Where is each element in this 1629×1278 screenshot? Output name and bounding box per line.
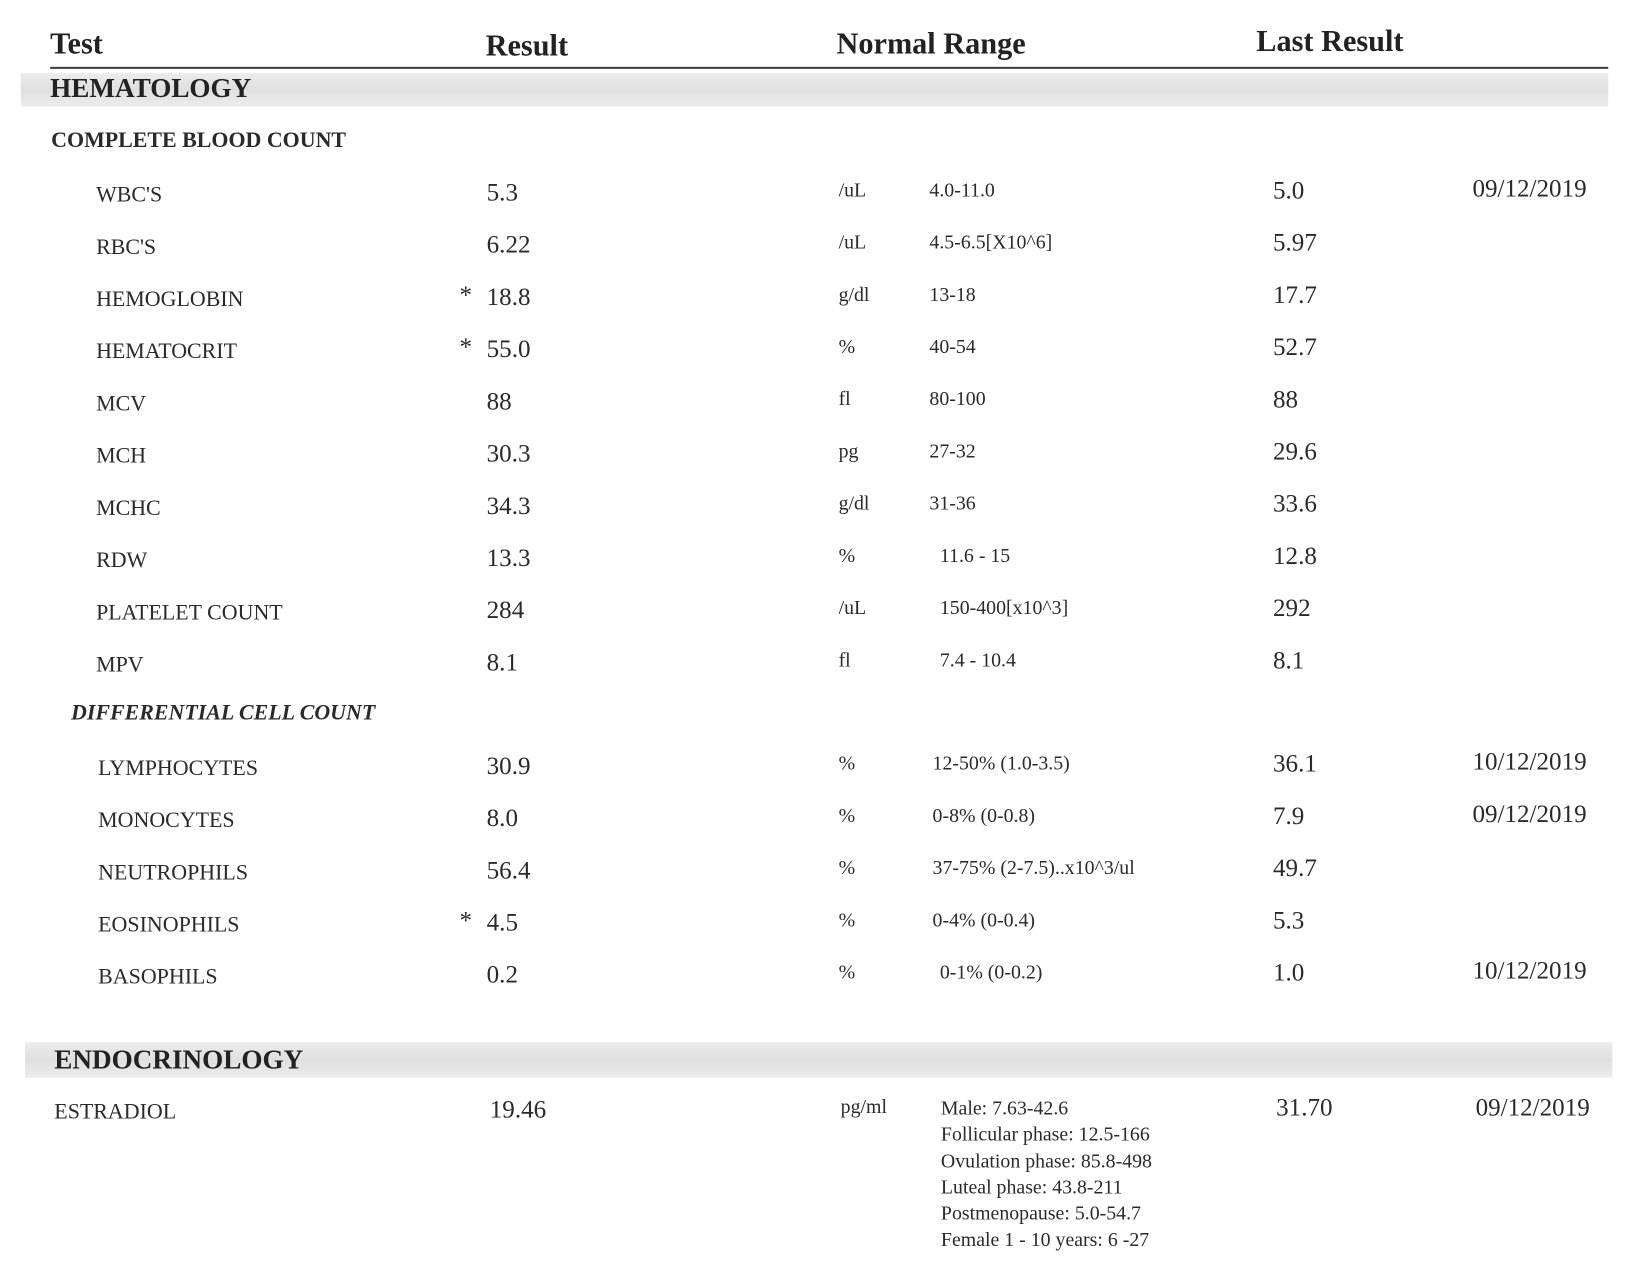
unit: % (838, 545, 856, 568)
last-result: 12.8 (1273, 543, 1317, 571)
last-result-date: 09/12/2019 (1475, 1094, 1590, 1122)
table-row (0, 229, 1629, 263)
abnormal-flag: * (459, 907, 473, 935)
unit: % (838, 857, 856, 880)
range-line: Follicular phase: 12.5-166 (940, 1123, 1150, 1146)
last-result: 17.7 (1273, 281, 1317, 310)
table-row (0, 907, 1629, 941)
normal-range: 7.4 - 10.4 (939, 649, 1016, 672)
test-name: RDW (96, 547, 148, 573)
normal-range: 27-32 (929, 440, 976, 463)
unit: /uL (838, 231, 867, 254)
last-result: 7.9 (1273, 803, 1305, 831)
test-name: WBC'S (96, 181, 163, 207)
normal-range: 12-50% (1.0-3.5) (932, 752, 1070, 775)
test-name: BASOPHILS (98, 963, 218, 989)
header-test: Test (50, 27, 103, 61)
table-row (0, 545, 1629, 576)
last-result: 1.0 (1273, 959, 1305, 987)
table-row (0, 490, 1629, 524)
section-endocrinology: ENDOCRINOLOGY (54, 1044, 304, 1075)
test-name: PLATELET COUNT (96, 599, 283, 625)
unit: /uL (838, 597, 867, 620)
result-value: 4.5 (486, 909, 518, 937)
normal-range: 4.0-11.0 (929, 179, 995, 202)
test-name: RBC'S (96, 233, 157, 259)
result-value: 34.3 (486, 492, 531, 521)
test-name: MCHC (96, 494, 161, 521)
header-result: Result (485, 29, 569, 63)
range-line: Postmenopause: 5.0-54.7 (940, 1203, 1141, 1226)
range-line: Female 1 - 10 years: 6 -27 (940, 1229, 1150, 1252)
last-result: 5.3 (1273, 907, 1305, 935)
section-hematology: HEMATOLOGY (50, 73, 252, 104)
table-row (0, 748, 1629, 784)
result-value: 88 (486, 388, 512, 416)
last-result: 33.6 (1273, 490, 1317, 518)
last-result: 52.7 (1273, 334, 1317, 362)
unit: % (838, 961, 856, 984)
test-name: MCH (96, 442, 147, 468)
subsection-differential: DIFFERENTIAL CELL COUNT (71, 699, 376, 725)
normal-range: 31-36 (929, 492, 976, 515)
table-row (0, 957, 1629, 993)
result-value: 8.0 (486, 805, 518, 833)
header-divider (50, 67, 1608, 69)
test-name: MCV (96, 390, 147, 416)
normal-range: 37-75% (2-7.5)..x10^3/ul (932, 857, 1135, 880)
last-result: 88 (1273, 386, 1299, 414)
hematology-band (21, 73, 1608, 106)
result-value: 284 (486, 597, 525, 625)
table-row (0, 800, 1629, 836)
unit: /uL (838, 179, 867, 202)
normal-range: 13-18 (929, 284, 976, 306)
last-result-date: 09/12/2019 (1472, 800, 1587, 829)
header-normal-range: Normal Range (836, 27, 1026, 61)
range-line: Male: 7.63-42.6 (940, 1097, 1069, 1120)
result-value: 56.4 (486, 857, 531, 885)
test-name: LYMPHOCYTES (98, 755, 259, 781)
normal-range: 0-8% (0-0.8) (932, 805, 1036, 828)
unit: pg/ml (840, 1096, 887, 1119)
result-value: 5.3 (486, 179, 518, 207)
last-result: 36.1 (1273, 750, 1317, 779)
normal-range: 150-400[x10^3] (939, 597, 1069, 620)
table-row (0, 857, 1629, 888)
normal-range (941, 1095, 1152, 1254)
result-value: 0.2 (486, 961, 518, 989)
unit: g/dl (838, 284, 870, 306)
result-value: 13.3 (486, 545, 531, 573)
result-value: 30.3 (486, 440, 531, 468)
result-value: 30.9 (486, 752, 531, 781)
test-name: HEMATOCRIT (96, 338, 238, 364)
last-result: 5.97 (1273, 229, 1317, 257)
normal-range: 40-54 (929, 336, 976, 359)
last-result: 31.70 (1276, 1094, 1333, 1122)
table-row (0, 336, 1629, 367)
result-value: 6.22 (486, 231, 531, 259)
normal-range: 4.5-6.5[X10^6] (929, 231, 1053, 254)
result-value: 18.8 (486, 284, 531, 312)
unit: % (838, 805, 856, 828)
unit: % (838, 752, 856, 775)
abnormal-flag: * (459, 334, 473, 362)
last-result-date: 10/12/2019 (1472, 748, 1587, 776)
result-value: 19.46 (489, 1096, 547, 1124)
test-name: MPV (96, 651, 144, 677)
unit: % (838, 909, 856, 932)
table-row (0, 438, 1629, 472)
last-result: 8.1 (1273, 647, 1305, 675)
last-result: 292 (1273, 595, 1311, 623)
table-row (0, 647, 1629, 681)
unit: pg (838, 440, 859, 463)
table-row (0, 175, 1629, 211)
normal-range: 80-100 (929, 388, 986, 411)
normal-range: 11.6 - 15 (939, 545, 1011, 568)
last-result: 49.7 (1273, 855, 1317, 883)
unit: fl (838, 649, 851, 672)
test-name: ESTRADIOL (54, 1098, 177, 1124)
unit: fl (838, 388, 851, 411)
result-value: 8.1 (486, 649, 518, 677)
abnormal-flag: * (459, 281, 473, 310)
range-line: Ovulation phase: 85.8-498 (940, 1150, 1152, 1173)
subsection-cbc: COMPLETE BLOOD COUNT (51, 127, 347, 153)
header-last-result: Last Result (1256, 25, 1404, 59)
unit: g/dl (838, 492, 870, 515)
test-name: MONOCYTES (98, 807, 235, 833)
range-line: Luteal phase: 43.8-211 (940, 1176, 1123, 1199)
result-value: 55.0 (486, 336, 531, 364)
last-result: 5.0 (1273, 177, 1305, 205)
normal-range: 0-4% (0-0.4) (932, 909, 1036, 932)
table-row-estradiol (0, 1094, 1629, 1252)
test-name: HEMOGLOBIN (96, 286, 244, 312)
table-row (0, 597, 1629, 628)
table-row (0, 388, 1629, 419)
table-row (0, 281, 1629, 315)
last-result-date: 10/12/2019 (1472, 957, 1587, 985)
last-result-date: 09/12/2019 (1472, 175, 1587, 203)
normal-range: 0-1% (0-0.2) (939, 961, 1043, 984)
test-name: EOSINOPHILS (98, 911, 240, 937)
unit: % (838, 336, 856, 359)
test-name: NEUTROPHILS (98, 859, 249, 885)
last-result: 29.6 (1273, 438, 1317, 466)
